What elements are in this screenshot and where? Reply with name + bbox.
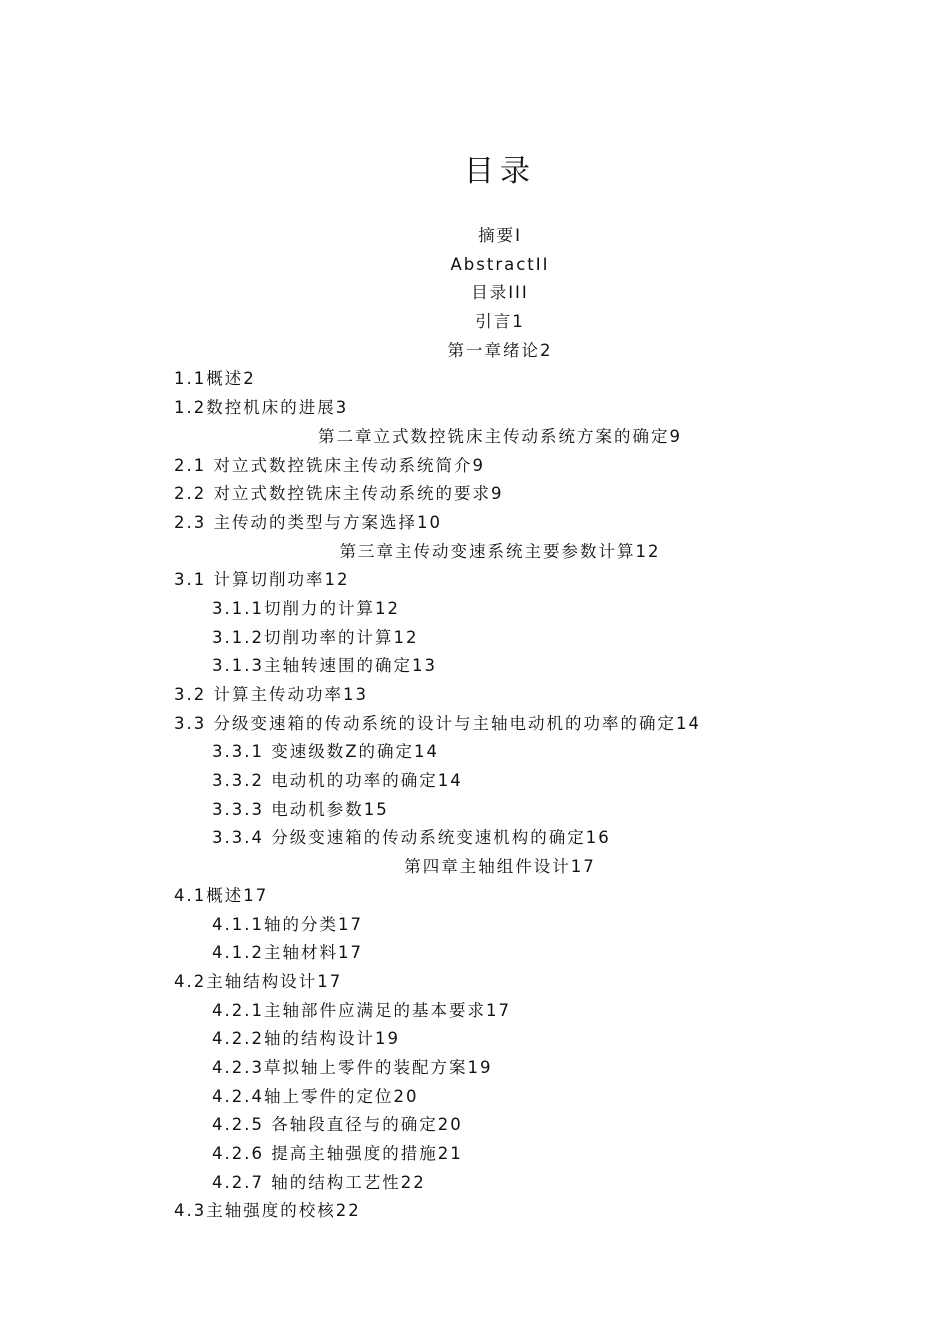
toc-entry[interactable]: 4.2主轴结构设计17: [174, 971, 343, 991]
toc-entry[interactable]: 第四章主轴组件设计17: [404, 857, 596, 877]
toc-entry[interactable]: 4.2.5 各轴段直径与的确定20: [212, 1115, 463, 1135]
toc-entry[interactable]: 2.3 主传动的类型与方案选择10: [174, 512, 442, 532]
toc-entry[interactable]: 3.3.1 变速级数Z的确定14: [212, 742, 440, 762]
toc-entry[interactable]: 4.2.1主轴部件应满足的基本要求17: [212, 1000, 511, 1020]
toc-entry[interactable]: 4.1.2主轴材料17: [212, 943, 363, 963]
toc-entry[interactable]: 第一章绪论2: [447, 340, 553, 360]
toc-entry[interactable]: 目录III: [471, 283, 529, 303]
toc-entry[interactable]: 4.2.7 轴的结构工艺性22: [212, 1172, 426, 1192]
toc-entry[interactable]: 4.1.1轴的分类17: [212, 914, 363, 934]
toc-entry[interactable]: 3.3.4 分级变速箱的传动系统变速机构的确定16: [212, 828, 611, 848]
toc-entry[interactable]: 3.1 计算切削功率12: [174, 570, 350, 590]
toc-entry[interactable]: 4.3主轴强度的校核22: [174, 1201, 361, 1221]
toc-entry[interactable]: 4.2.4轴上零件的定位20: [212, 1086, 419, 1106]
toc-entry[interactable]: 1.1概述2: [174, 369, 256, 389]
toc-entry[interactable]: AbstractII: [450, 254, 550, 274]
toc-entry[interactable]: 4.1概述17: [174, 885, 269, 905]
toc-entry[interactable]: 引言1: [475, 312, 525, 332]
toc-entry[interactable]: 1.2数控机床的进展3: [174, 398, 349, 418]
toc-entry[interactable]: 3.2 计算主传动功率13: [174, 685, 368, 704]
page-title: 目录: [464, 154, 536, 189]
toc-entry[interactable]: 2.1 对立式数控铣床主传动系统简介9: [174, 455, 485, 475]
toc-entry[interactable]: 4.2.2轴的结构设计19: [212, 1029, 400, 1049]
toc-entry[interactable]: 摘要I: [478, 226, 522, 245]
toc-entry[interactable]: 3.1.1切削力的计算12: [212, 598, 400, 618]
toc-entry[interactable]: 第三章主传动变速系统主要参数计算12: [339, 541, 661, 561]
toc-entry[interactable]: 3.3.3 电动机参数15: [212, 799, 389, 819]
toc-entry[interactable]: 3.1.2切削功率的计算12: [212, 627, 419, 647]
toc-entry[interactable]: 3.3.2 电动机的功率的确定14: [212, 771, 463, 791]
toc-entry[interactable]: 3.1.3主轴转速围的确定13: [212, 656, 437, 676]
table-of-contents: [0, 222, 950, 1226]
toc-entry[interactable]: 3.3 分级变速箱的传动系统的设计与主轴电动机的功率的确定14: [174, 713, 701, 733]
toc-entry[interactable]: 4.2.6 提高主轴强度的措施21: [212, 1144, 463, 1163]
toc-entry[interactable]: 2.2 对立式数控铣床主传动系统的要求9: [174, 484, 504, 504]
toc-entry[interactable]: 第二章立式数控铣床主传动系统方案的确定9: [318, 426, 682, 446]
toc-entry[interactable]: 4.2.3草拟轴上零件的装配方案19: [212, 1057, 493, 1077]
